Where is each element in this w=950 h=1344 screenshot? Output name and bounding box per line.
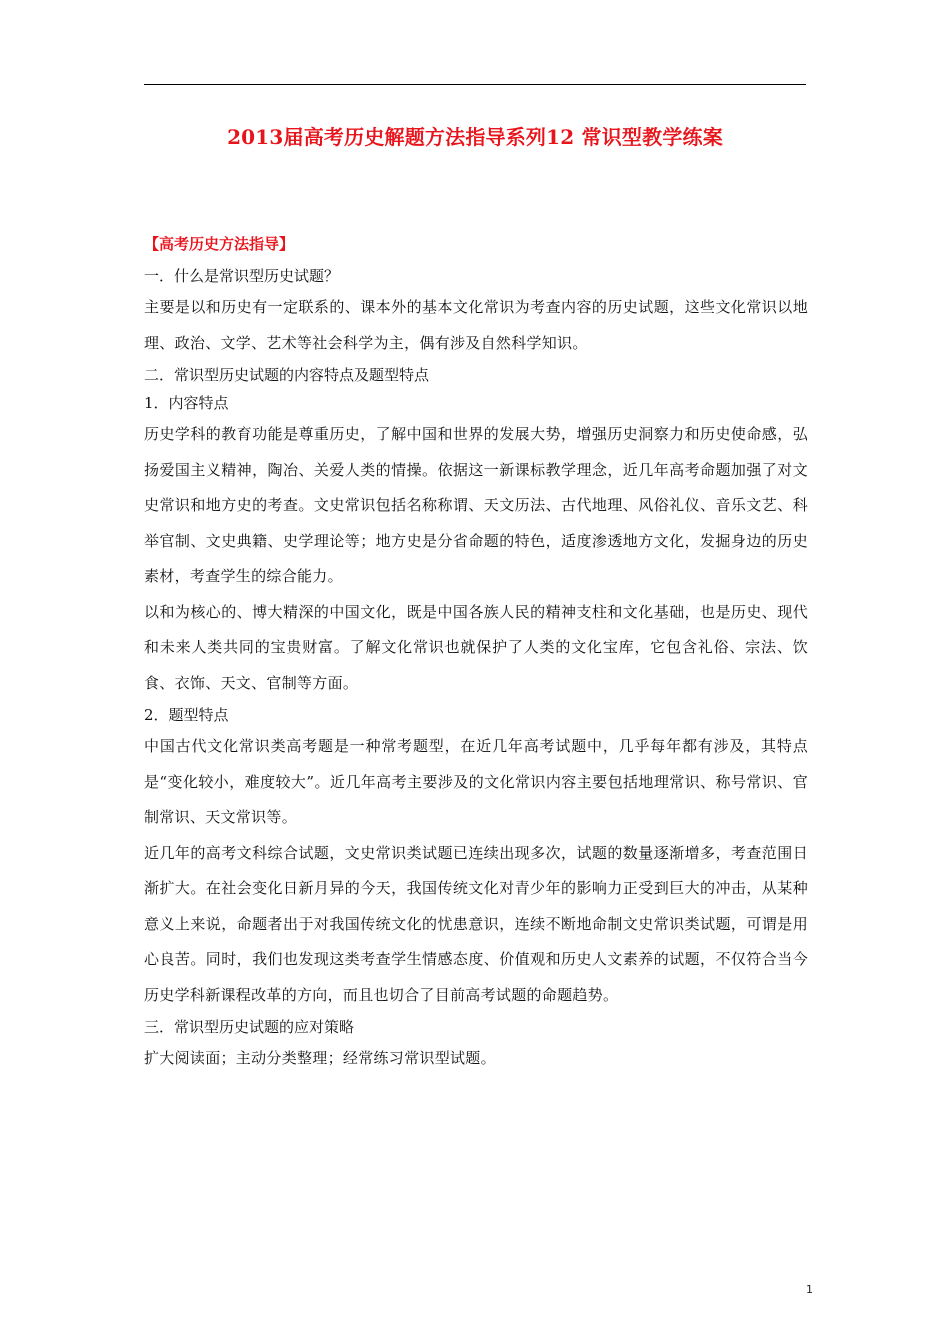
question-3-heading: 三．常识型历史试题的应对策略 (144, 1018, 355, 1036)
question-1-body: 主要是以和历史有一定联系的、课本外的基本文化常识为考查内容的历史试题，这些文化常识以地理、政治、文学、艺术等社会科学为主，偶有涉及自然科学知识。 (144, 298, 808, 352)
subheading-content-features: 1．内容特点 (144, 394, 229, 412)
header-rule (144, 84, 806, 85)
subheading-question-type-features: 2．题型特点 (144, 706, 229, 724)
content-features-paragraph-2: 以和为核心的、博大精深的中国文化，既是中国各族人民的精神支柱和文化基础，也是历史、现代和未来人类共同的宝贵财富。了解文化常识也就保护了人类的文化宝库，它包含礼俗、宗法、饮食、衣饰、天文、官制等方面。 (144, 602, 808, 692)
question-3-body: 扩大阅读面；主动分类整理；经常练习常识型试题。 (144, 1049, 496, 1067)
question-type-paragraph-1: 中国古代文化常识类高考题是一种常考题型，在近几年高考试题中，几乎每年都有涉及，其特点是“变化较小，难度较大”。近几年高考主要涉及的文化常识内容主要包括地理常识、称号常识、官制常识、天文常识等。 (144, 737, 808, 826)
question-type-paragraph-2: 近几年的高考文科综合试题，文史常识类试题已连续出现多次，试题的数量逐渐增多，考查范围日渐扩大。在社会变化日新月异的今天，我国传统文化对青少年的影响力正受到巨大的冲击，从某种意义上来说，命题者出于对我国传统文化的忧患意识，连续不断地命制文史常识类试题，可谓是用心良苦。同时，我们也发现这类考查学生情感态度、价值观和历史人文素养的试题，不仅符合当今历史学科新课程改革的方向，而且也切合了目前高考试题的命题趋势。 (144, 843, 808, 1004)
document-title: 2013届高考历史解题方法指导系列12 常识型教学练案 (227, 125, 723, 149)
document-body (144, 230, 808, 1077)
section-heading: 【高考历史方法指导】 (144, 235, 295, 253)
question-2-heading: 二．常识型历史试题的内容特点及题型特点 (144, 366, 430, 384)
page-number: 1 (806, 1283, 813, 1296)
question-1-heading: 一．什么是常识型历史试题？ (144, 267, 340, 285)
content-features-paragraph-1: 历史学科的教育功能是尊重历史，了解中国和世界的发展大势，增强历史洞察力和历史使命感，弘扬爱国主义精神，陶冶、关爱人类的情操。依据这一新课标教学理念，近几年高考命题加强了对文史常识和地方史的考查。文史常识包括名称称谓、天文历法、古代地理、风俗礼仪、音乐文艺、科举官制、文史典籍、史学理论等；地方史是分省命题的特色，适度渗透地方文化，发掘身边的历史素材，考查学生的综合能力。 (144, 425, 808, 585)
